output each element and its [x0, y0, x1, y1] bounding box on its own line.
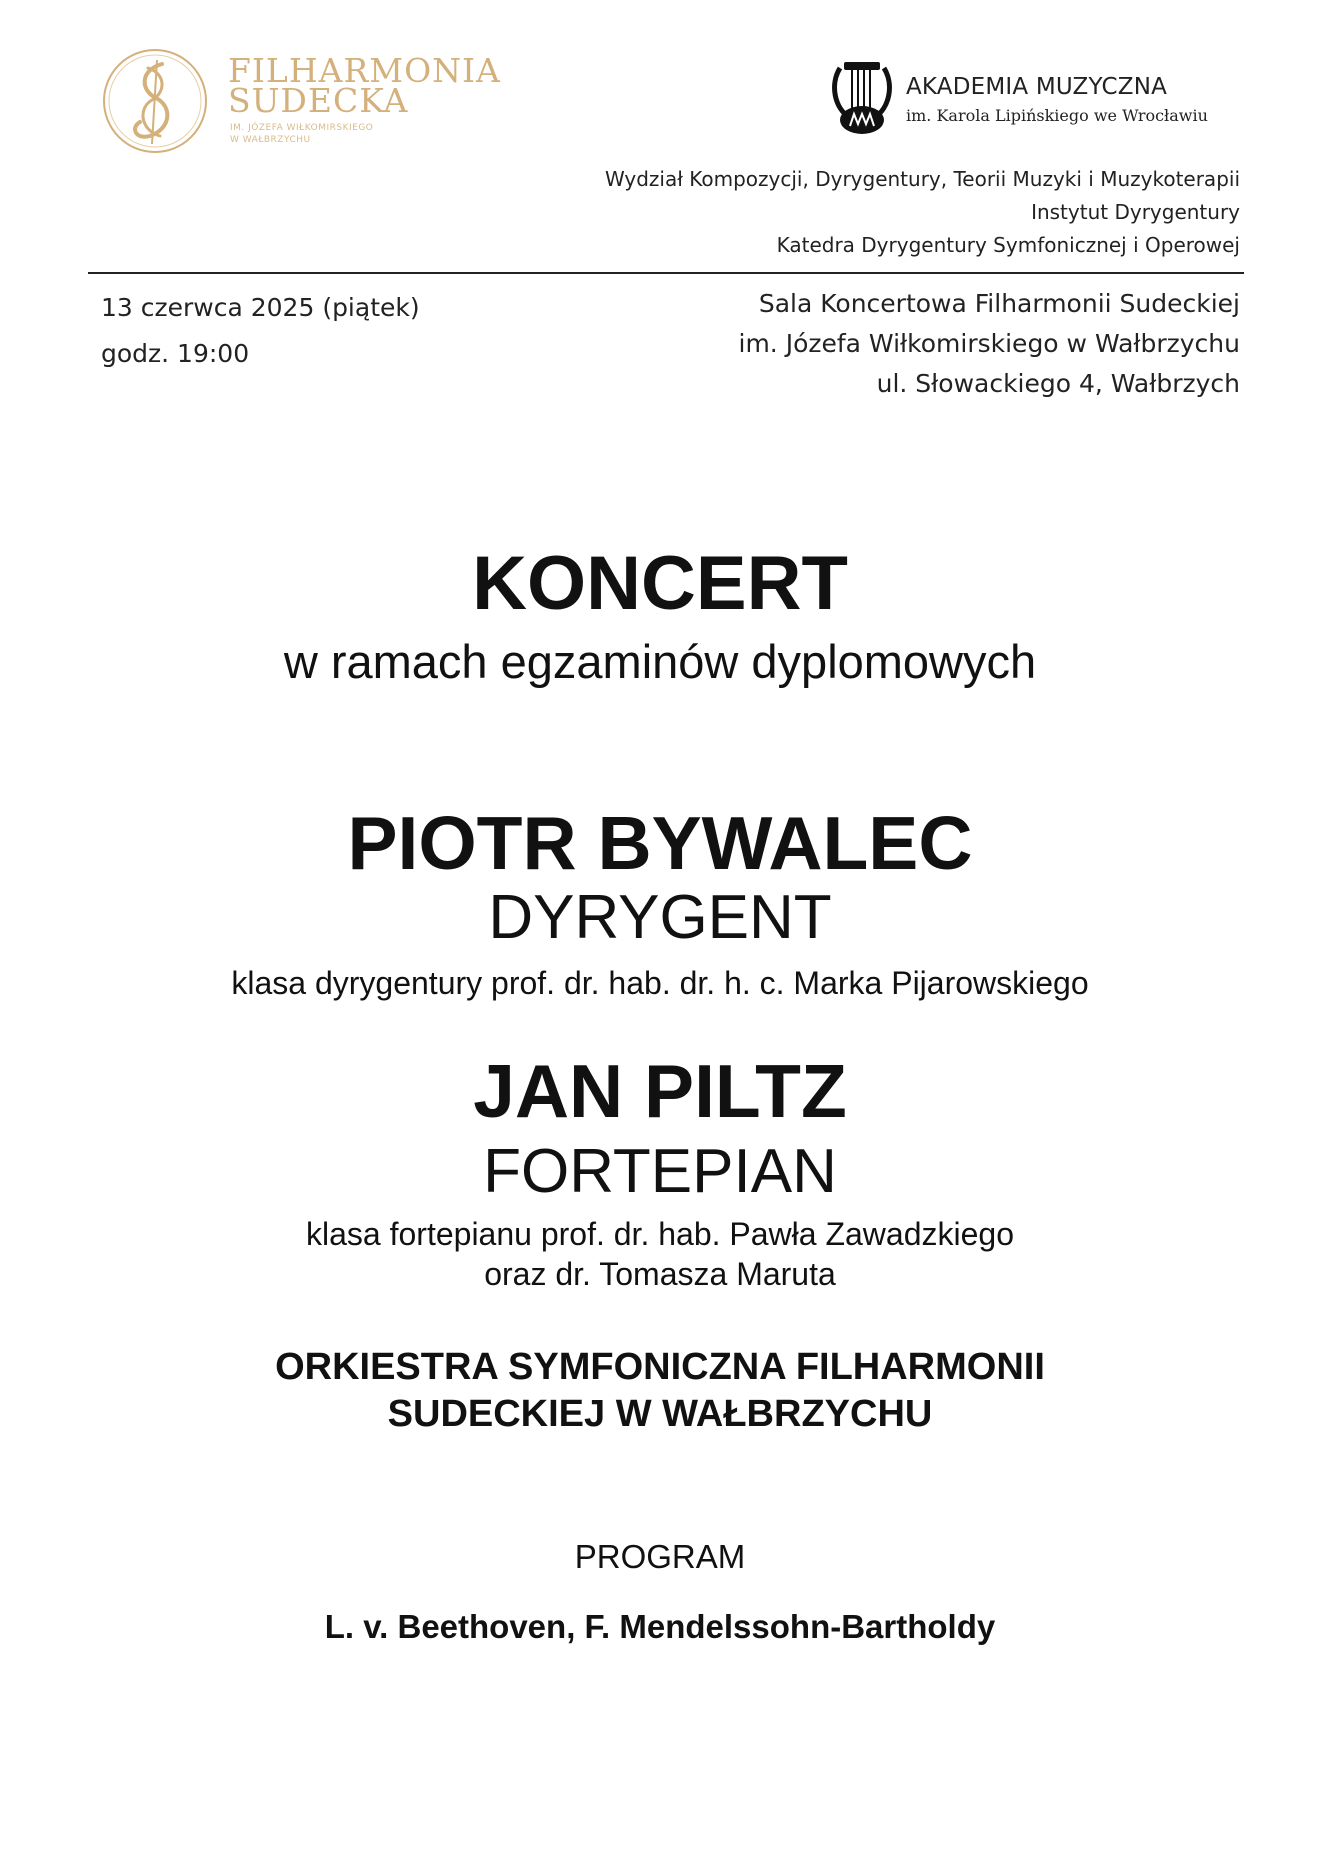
- faculty-line3: Katedra Dyrygentury Symfonicznej i Operowej: [776, 233, 1240, 257]
- performer1-role: DYRYGENT: [488, 883, 832, 952]
- filharmonia-name-line1: FILHARMONIA: [228, 51, 501, 90]
- filharmonia-sudecka-logo: [100, 46, 520, 156]
- performer2-name: JAN PILTZ: [473, 1049, 847, 1133]
- filharmonia-sub-line1: IM. JÓZEFA WIŁKOMIRSKIEGO: [230, 123, 374, 133]
- program-label: PROGRAM: [574, 1538, 746, 1575]
- venue-line3: ul. Słowackiego 4, Wałbrzych: [876, 369, 1240, 398]
- event-time: godz. 19:00: [101, 339, 250, 368]
- performer1-class: klasa dyrygentury prof. dr. hab. dr. h. c. Marka Pijarowskiego: [231, 965, 1089, 1001]
- performer2-class-line2: oraz dr. Tomasza Maruta: [484, 1256, 836, 1292]
- faculty-block: [605, 163, 1240, 262]
- performer2-class-line1: klasa fortepianu prof. dr. hab. Pawła Zawadzkiego: [306, 1216, 1014, 1252]
- treble-clef-emblem-icon: [100, 46, 210, 156]
- date-block: [101, 285, 420, 377]
- orchestra-line1: ORKIESTRA SYMFONICZNA FILHARMONII: [275, 1346, 1045, 1388]
- performer2-role: FORTEPIAN: [483, 1137, 837, 1206]
- header-divider: [88, 272, 1244, 274]
- filharmonia-name-line2: SUDECKA: [228, 81, 409, 120]
- venue-line2: im. Józefa Wiłkomirskiego w Wałbrzychu: [738, 329, 1240, 358]
- akademia-muzyczna-logo: [830, 58, 1250, 138]
- performer1-name: PIOTR BYWALEC: [347, 801, 973, 885]
- event-date: 13 czerwca 2025 (piątek): [101, 293, 420, 322]
- faculty-line1: Wydział Kompozycji, Dyrygentury, Teorii Muzyki i Muzykoterapii: [604, 167, 1240, 191]
- akademia-subtitle: im. Karola Lipińskiego we Wrocławiu: [906, 106, 1208, 125]
- filharmonia-sub-line2: W WAŁBRZYCHU: [230, 135, 311, 145]
- concert-subtitle: w ramach egzaminów dyplomowych: [283, 635, 1037, 688]
- concert-title: KONCERT: [472, 541, 848, 626]
- orchestra-line2: SUDECKIEJ W WAŁBRZYCHU: [387, 1393, 933, 1435]
- akademia-name: AKADEMIA MUZYCZNA: [906, 74, 1168, 100]
- venue-block: [739, 284, 1241, 404]
- faculty-line2: Instytut Dyrygentury: [1031, 200, 1240, 224]
- lyre-emblem-icon: [830, 58, 894, 138]
- venue-line1: Sala Koncertowa Filharmonii Sudeckiej: [758, 289, 1240, 318]
- program-composers: L. v. Beethoven, F. Mendelssohn-Bartholdy: [324, 1608, 996, 1645]
